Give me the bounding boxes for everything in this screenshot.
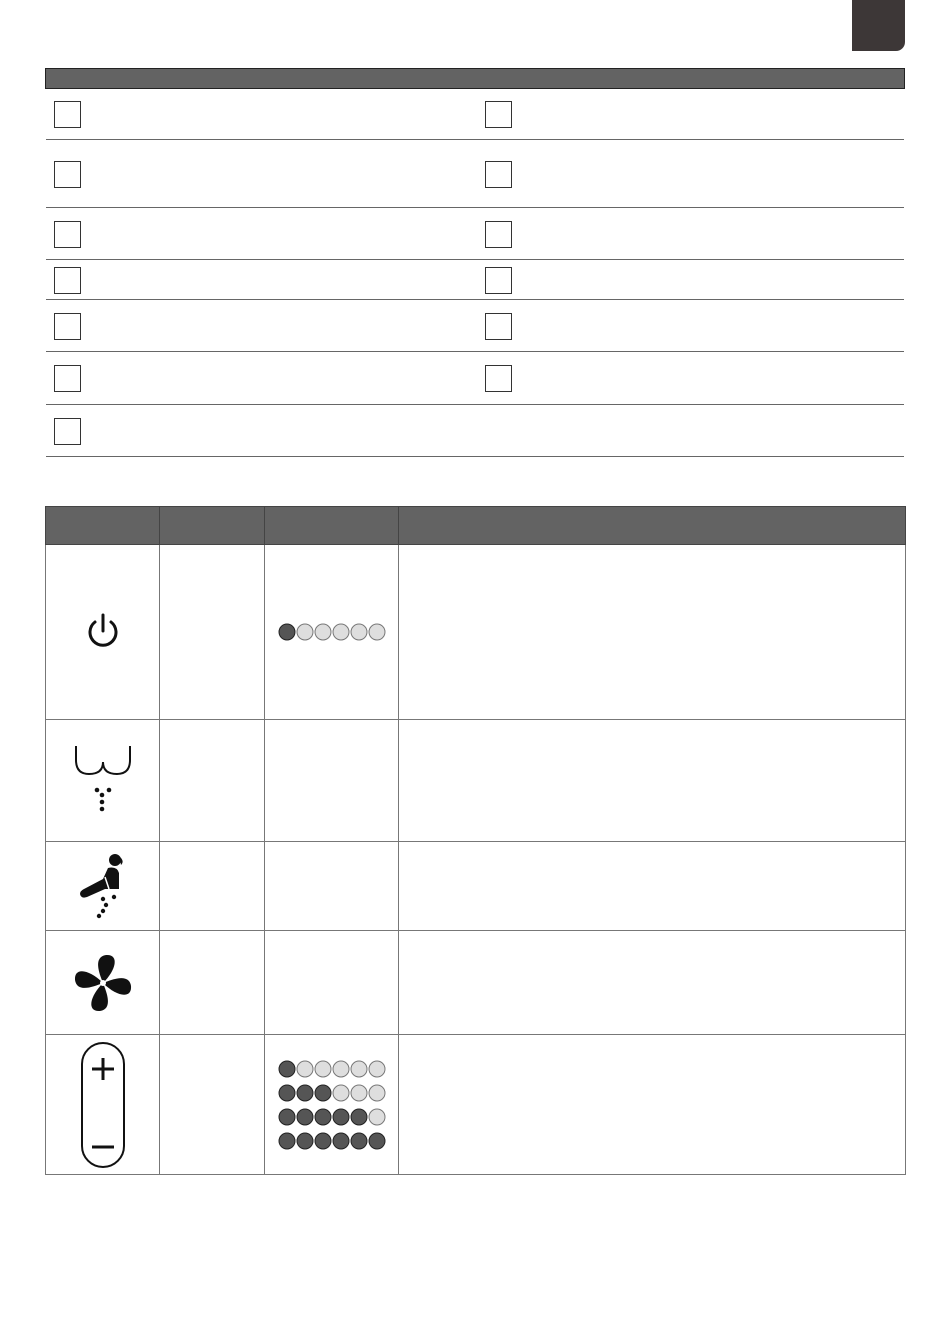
led-dot-off xyxy=(315,1061,331,1077)
function-description xyxy=(399,931,906,1035)
led-dot-off xyxy=(315,624,331,640)
led-dot-on xyxy=(279,1109,295,1125)
function-description xyxy=(399,720,906,842)
legend-key-box xyxy=(54,161,81,188)
led-dot-on xyxy=(351,1133,367,1149)
legend-row xyxy=(46,352,904,405)
header-name xyxy=(160,507,265,545)
fan-dryer-icon xyxy=(72,952,134,1014)
header-icon xyxy=(46,507,160,545)
indicator-cell xyxy=(265,545,399,720)
legend-key-box xyxy=(54,221,81,248)
icon-cell xyxy=(46,842,160,931)
icon-cell xyxy=(46,931,160,1035)
led-dot-off xyxy=(333,624,349,640)
led-dot-off xyxy=(369,1085,385,1101)
icon-cell xyxy=(46,720,160,842)
led-indicator xyxy=(277,622,387,642)
led-dot-off xyxy=(369,1061,385,1077)
legend-key-box xyxy=(485,161,512,188)
led-dot-on xyxy=(279,624,295,640)
section-header-bar xyxy=(45,68,905,89)
led-dot-on xyxy=(369,1133,385,1149)
legend-key-box xyxy=(54,101,81,128)
function-description xyxy=(399,545,906,720)
front-wash-icon xyxy=(75,853,131,919)
led-dot-off xyxy=(297,624,313,640)
led-indicator xyxy=(277,1059,387,1151)
led-dot-on xyxy=(279,1133,295,1149)
legend-key-box xyxy=(54,418,81,445)
legend-key-box xyxy=(54,267,81,294)
led-dot-on xyxy=(315,1085,331,1101)
legend-key-box xyxy=(485,267,512,294)
indicator-cell xyxy=(265,1035,399,1175)
led-dot-off xyxy=(351,624,367,640)
plus-minus-icon xyxy=(80,1041,126,1169)
led-dot-on xyxy=(315,1109,331,1125)
function-name xyxy=(160,545,265,720)
legend-row xyxy=(46,88,904,140)
function-description xyxy=(399,842,906,931)
function-name xyxy=(160,720,265,842)
table-row xyxy=(46,1035,906,1175)
legend-key-box xyxy=(485,313,512,340)
legend-row xyxy=(46,405,904,457)
led-dot-off xyxy=(297,1061,313,1077)
legend-row xyxy=(46,140,904,208)
led-dot-on xyxy=(297,1085,313,1101)
function-name xyxy=(160,842,265,931)
legend-row xyxy=(46,300,904,352)
table-row xyxy=(46,545,906,720)
indicator-cell xyxy=(265,931,399,1035)
power-icon xyxy=(83,612,123,652)
legend-key-box xyxy=(485,365,512,392)
led-dot-off xyxy=(369,624,385,640)
page-corner-tab xyxy=(852,0,905,51)
led-dot-on xyxy=(279,1061,295,1077)
legend-key-box xyxy=(54,365,81,392)
legend-row xyxy=(46,260,904,300)
led-dot-off xyxy=(351,1061,367,1077)
led-dot-off xyxy=(333,1061,349,1077)
led-dot-on xyxy=(297,1133,313,1149)
function-name xyxy=(160,931,265,1035)
led-dot-on xyxy=(297,1109,313,1125)
icon-cell xyxy=(46,1035,160,1175)
header-description xyxy=(399,507,906,545)
icon-cell xyxy=(46,545,160,720)
table-row xyxy=(46,931,906,1035)
indicator-cell xyxy=(265,842,399,931)
led-dot-off xyxy=(369,1109,385,1125)
table-row xyxy=(46,842,906,931)
function-name xyxy=(160,1035,265,1175)
legend-key-box xyxy=(54,313,81,340)
led-dot-on xyxy=(351,1109,367,1125)
rear-wash-icon xyxy=(73,744,133,818)
led-dot-on xyxy=(333,1133,349,1149)
led-dot-off xyxy=(351,1085,367,1101)
led-dot-on xyxy=(333,1109,349,1125)
function-table xyxy=(45,506,906,1175)
table-header-row xyxy=(46,507,906,545)
legend-row xyxy=(46,208,904,260)
header-indicator xyxy=(265,507,399,545)
table-row xyxy=(46,720,906,842)
led-dot-on xyxy=(315,1133,331,1149)
legend-key-box xyxy=(485,101,512,128)
led-dot-off xyxy=(333,1085,349,1101)
function-description xyxy=(399,1035,906,1175)
indicator-cell xyxy=(265,720,399,842)
legend-key-box xyxy=(485,221,512,248)
led-dot-on xyxy=(279,1085,295,1101)
